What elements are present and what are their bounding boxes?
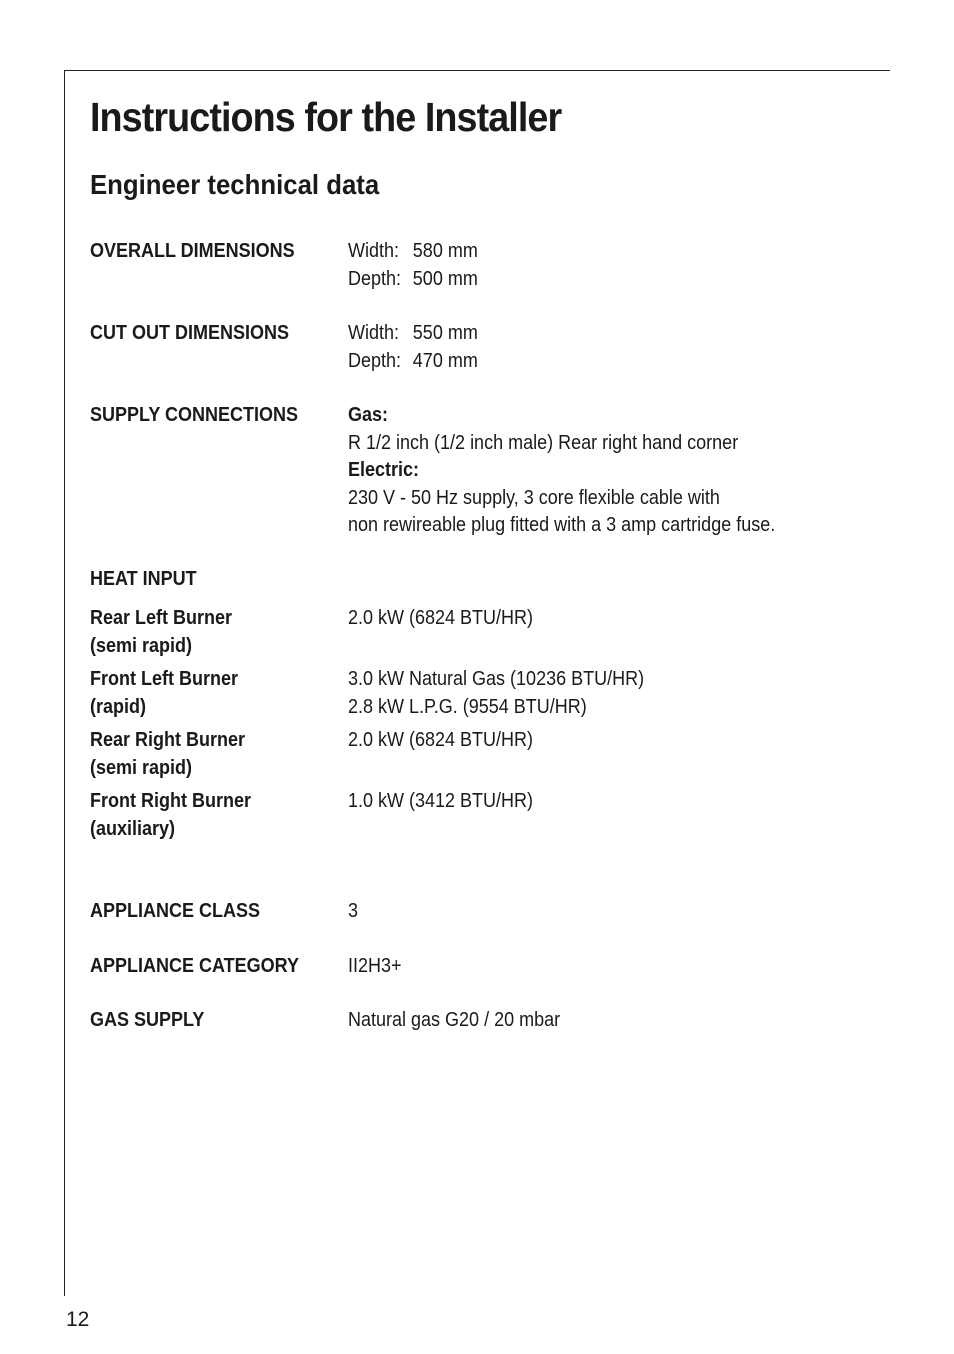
burner-type: (rapid) xyxy=(90,695,146,718)
cutout-depth-value: 470 mm xyxy=(412,349,478,372)
supply-connections-values xyxy=(348,402,775,540)
appliance-class-value: 3 xyxy=(348,900,359,922)
cutout-dimensions-label: CUT OUT DIMENSIONS xyxy=(90,322,290,344)
overall-dimensions-label: OVERALL DIMENSIONS xyxy=(90,240,295,262)
gas-supply-label: GAS SUPPLY xyxy=(90,1009,205,1031)
cutout-dimensions-values xyxy=(348,320,478,375)
burner-name: Rear Left Burner xyxy=(90,607,233,629)
gas-connection-text: R 1/2 inch (1/2 inch male) Rear right hand corner xyxy=(348,431,739,454)
burner-value-lpg: 2.8 kW L.P.G. (9554 BTU/HR) xyxy=(348,695,587,718)
supply-connections-label: SUPPLY CONNECTIONS xyxy=(90,404,299,426)
burner-type: (semi rapid) xyxy=(90,634,193,657)
left-rule xyxy=(64,70,65,1296)
cutout-width-value: 550 mm xyxy=(412,322,478,344)
burner-front-right-label xyxy=(90,788,251,843)
appliance-category-label: APPLIANCE CATEGORY xyxy=(90,955,300,977)
heat-input-label: HEAT INPUT xyxy=(90,568,197,590)
overall-dimensions-values xyxy=(348,238,478,293)
overall-width-key: Width: xyxy=(348,240,400,262)
burner-value: 1.0 kW (3412 BTU/HR) xyxy=(348,790,534,812)
burner-front-right-value xyxy=(348,788,533,816)
appliance-category-value: II2H3+ xyxy=(348,955,402,977)
electric-line-2: non rewireable plug fitted with a 3 amp cartridge fuse. xyxy=(348,514,776,536)
appliance-class-label: APPLIANCE CLASS xyxy=(90,900,261,922)
electric-label: Electric: xyxy=(348,459,420,481)
overall-width-value: 580 mm xyxy=(412,240,478,262)
burner-value: 2.0 kW (6824 BTU/HR) xyxy=(348,729,534,751)
overall-depth-key: Depth: xyxy=(348,267,402,290)
overall-depth-value: 500 mm xyxy=(412,267,478,290)
burner-rear-right-value xyxy=(348,727,533,755)
burner-type: (semi rapid) xyxy=(90,756,193,779)
cutout-depth-key: Depth: xyxy=(348,349,402,372)
page-number: 12 xyxy=(66,1308,90,1331)
burner-front-left-value xyxy=(348,666,644,721)
burner-rear-left-value xyxy=(348,605,533,633)
burner-value: 2.0 kW (6824 BTU/HR) xyxy=(348,607,534,629)
cutout-width-key: Width: xyxy=(348,322,400,344)
burner-rear-left-label xyxy=(90,605,232,660)
burner-rear-right-label xyxy=(90,727,245,782)
top-rule xyxy=(64,70,890,71)
page-title: Instructions for the Installer xyxy=(90,94,562,140)
burner-front-left-label xyxy=(90,666,238,721)
burner-name: Front Right Burner xyxy=(90,790,251,812)
gas-supply-value: Natural gas G20 / 20 mbar xyxy=(348,1009,561,1031)
electric-line-1: 230 V - 50 Hz supply, 3 core flexible cable with xyxy=(348,486,720,509)
gas-label: Gas: xyxy=(348,404,389,426)
burner-type: (auxiliary) xyxy=(90,817,176,840)
burner-value-natural-gas: 3.0 kW Natural Gas (10236 BTU/HR) xyxy=(348,668,645,690)
section-title: Engineer technical data xyxy=(90,169,380,200)
burner-name: Front Left Burner xyxy=(90,668,238,690)
burner-name: Rear Right Burner xyxy=(90,729,246,751)
